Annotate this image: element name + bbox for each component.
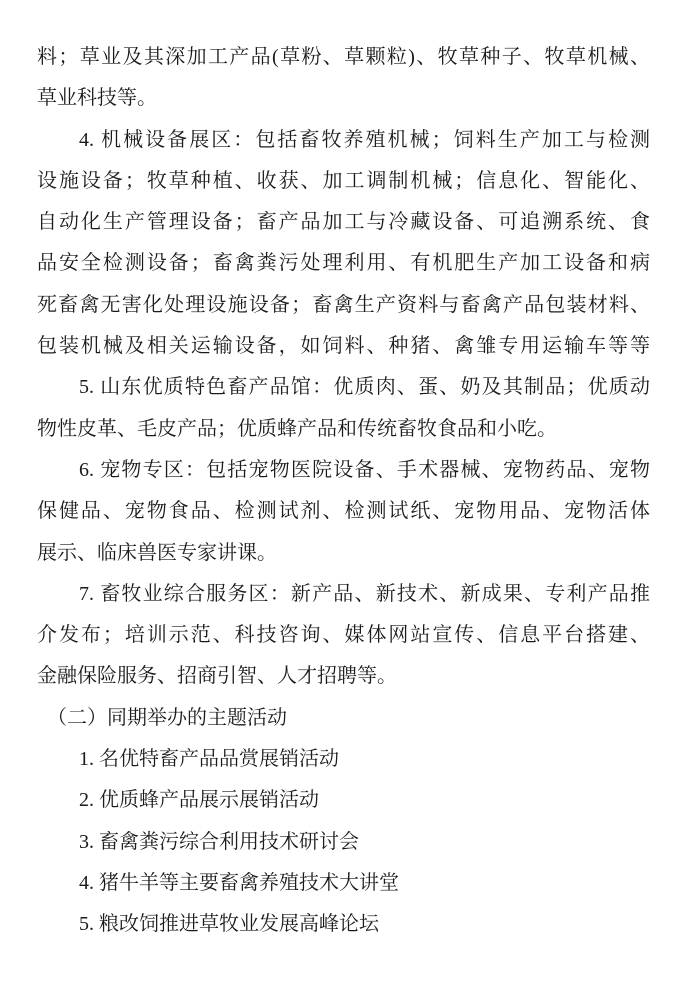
text-line: 死畜禽无害化处理设施设备；畜禽生产资料与畜禽产品包装材料、 [37, 293, 650, 316]
text-line: 自动化生产管理设备；畜产品加工与冷藏设备、可追溯系统、食 [37, 211, 650, 234]
section-heading-theme-activities: （二）同期举办的主题活动 [47, 706, 287, 729]
text-line: 介发布；培训示范、科技咨询、媒体网站宣传、信息平台搭建、 [37, 624, 650, 647]
text-line: 物性皮革、毛皮产品；优质蜂产品和传统畜牧食品和小吃。 [37, 417, 557, 440]
text-line-activity-3: 3. 畜禽粪污综合利用技术研讨会 [79, 830, 359, 853]
text-line: 料；草业及其深加工产品(草粉、草颗粒)、牧草种子、牧草机械、 [37, 46, 650, 68]
text-line: 包装机械及相关运输设备，如饲料、种猪、禽雏专用运输车等等 [37, 335, 650, 358]
text-line-activity-5: 5. 粮改饲推进草牧业发展高峰论坛 [79, 913, 379, 936]
text-line-item-7-service-zone: 7. 畜牧业综合服务区：新产品、新技术、新成果、专利产品推 [79, 582, 650, 605]
text-line: 展示、临床兽医专家讲课。 [37, 541, 277, 564]
text-line-item-5-shandong-products: 5. 山东优质特色畜产品馆：优质肉、蛋、奶及其制品；优质动 [79, 376, 650, 399]
text-line-activity-4: 4. 猪牛羊等主要畜禽养殖技术大讲堂 [79, 871, 399, 894]
text-line: 设施设备；牧草种植、收获、加工调制机械；信息化、智能化、 [37, 169, 650, 192]
text-line-activity-2: 2. 优质蜂产品展示展销活动 [79, 789, 319, 812]
text-line: 保健品、宠物食品、检测试剂、检测试纸、宠物用品、宠物活体 [37, 500, 650, 523]
text-line-item-4-machinery: 4. 机械设备展区：包括畜牧养殖机械；饲料生产加工与检测 [79, 128, 650, 151]
text-line-activity-1: 1. 名优特畜产品品赏展销活动 [79, 748, 339, 771]
text-line: 草业科技等。 [37, 87, 157, 110]
text-line: 金融保险服务、招商引智、人才招聘等。 [37, 665, 397, 688]
text-line: 品安全检测设备；畜禽粪污处理利用、有机肥生产加工设备和病 [37, 252, 650, 275]
text-line-item-6-pet-zone: 6. 宠物专区：包括宠物医院设备、手术器械、宠物药品、宠物 [79, 458, 650, 481]
